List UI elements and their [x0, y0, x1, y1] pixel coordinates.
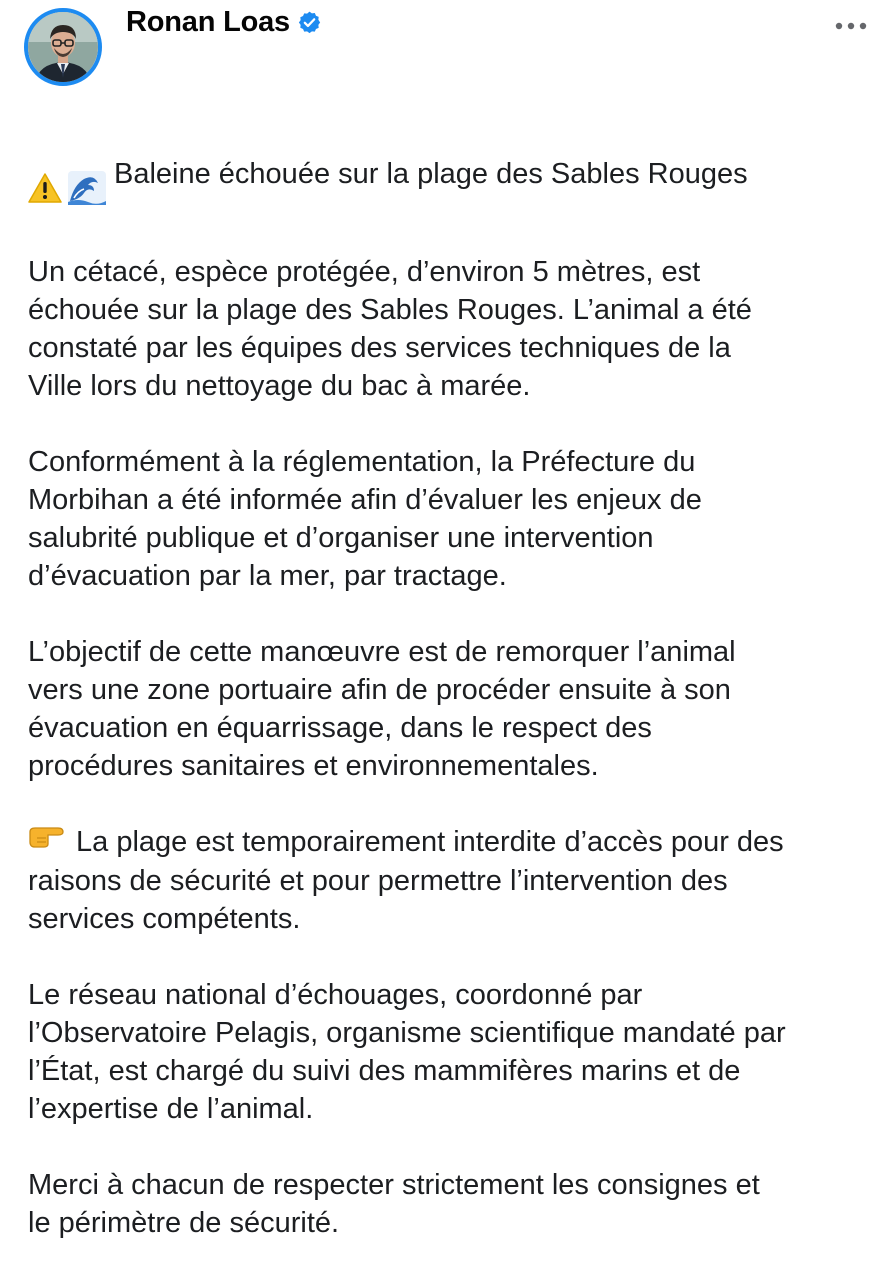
verified-badge-icon: [297, 10, 322, 35]
post-body: [28, 133, 878, 1280]
paragraph-4: [28, 823, 878, 938]
wave-icon: [68, 133, 106, 215]
paragraph-1: Un cétacé, espèce protégée, d’environ 5 mètres, est échouée sur la plage des Sables Rouges. L’animal a été constaté par les équipes des services techniques de la Ville lors du nettoyage du bac à marée.: [28, 256, 752, 402]
more-options-icon[interactable]: [831, 16, 871, 36]
author-line: [126, 6, 322, 39]
paragraph-3: L’objectif de cette manœuvre est de remorquer l’animal vers une zone portuaire afin de procéder ensuite à son évacuation en équarrissage, dans le respect des procédures sanitaires et environnementales.: [28, 636, 736, 782]
post-header: [0, 0, 895, 100]
pointing-hand-icon: [28, 821, 66, 859]
paragraph-5: Le réseau national d’échouages, coordonné par l’Observatoire Pelagis, organisme scientifique mandaté par l’État, est chargé du suivi des mammifères marins et de l’expertise de l’animal.: [28, 979, 786, 1126]
post-title: [28, 133, 878, 215]
warning-icon: [28, 134, 62, 214]
author-name[interactable]: Ronan Loas: [126, 6, 290, 38]
post-title-text: Baleine échouée sur la plage des Sables Rouges: [114, 158, 748, 190]
paragraph-4-text: La plage est temporairement interdite d’accès pour des raisons de sécurité et pour permettre l’intervention des services compétents.: [28, 826, 784, 936]
paragraph-6: Merci à chacun de respecter strictement les consignes et le périmètre de sécurité.: [28, 1169, 760, 1240]
avatar[interactable]: [24, 8, 102, 86]
paragraph-2: Conformément à la réglementation, la Préfecture du Morbihan a été informée afin d’évaluer les enjeux de salubrité publique et d’organiser une intervention d’évacuation par la mer, par tractage.: [28, 446, 702, 592]
